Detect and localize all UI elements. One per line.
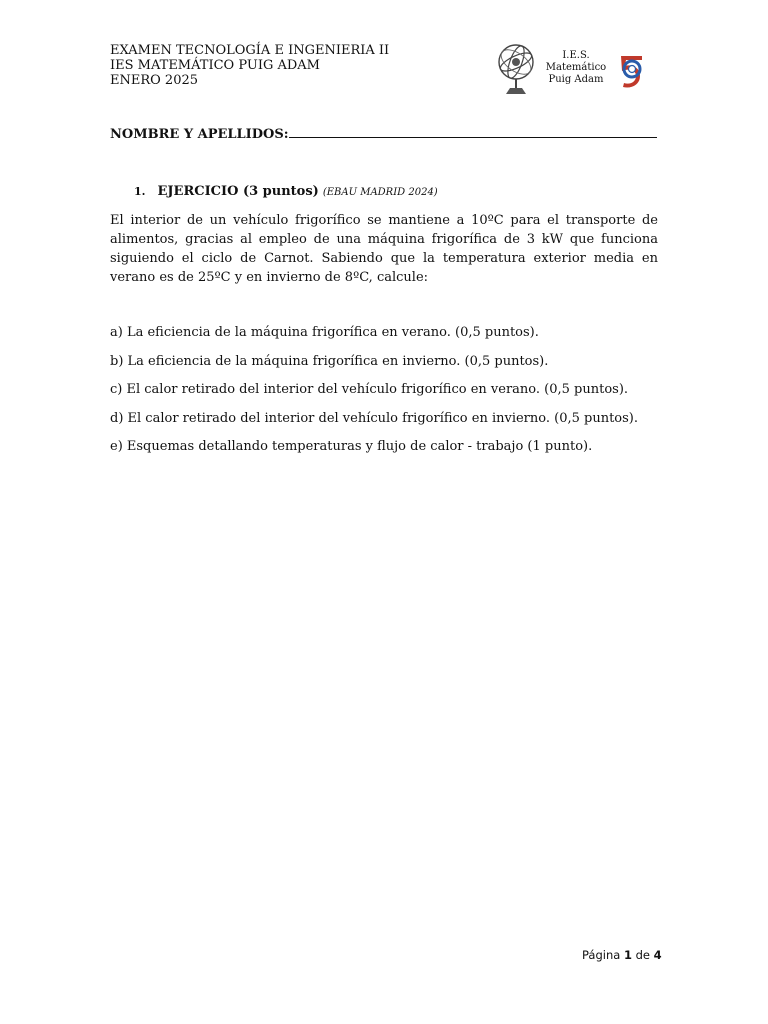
question-item: c) El calor retirado del interior del vehículo frigorífico en verano. (0,5 puntos).: [110, 382, 629, 397]
current-page: 1: [623, 948, 632, 962]
name-blank-line: [289, 125, 657, 138]
page-number: Página 1 de 4: [582, 948, 662, 962]
question-item: e) Esquemas detallando temperaturas y flujo de calor - trabajo (1 punto).: [110, 439, 593, 454]
question-item: a) La eficiencia de la máquina frigorífica en verano. (0,5 puntos).: [110, 325, 539, 340]
question-item: d) El calor retirado del interior del vehículo frigorífico en invierno. (0,5 puntos).: [110, 410, 639, 426]
armillary-sphere-icon: [494, 40, 538, 96]
school-name: IES MATEMÁTICO PUIG ADAM: [110, 58, 320, 73]
exercise-title: EJERCICIO (3 puntos): [157, 184, 319, 199]
school-emblem-icon: [618, 54, 646, 90]
exam-header: [110, 43, 389, 88]
exam-title: EXAMEN TECNOLOGÍA E INGENIERIA II: [110, 43, 390, 58]
exercise-statement: El interior de un vehículo frigorífico se mantiene a 10ºC para el transporte de alimentos, gracias al empleo de una máquina frigorífica de 3 kW que funciona siguiendo el ciclo de Carnot. Sabiendo que la temperatura exterior media en verano es de 25ºC y en invierno de 8ºC, calcule:: [110, 213, 658, 285]
exercise-heading: [134, 184, 438, 199]
school-logo: [494, 40, 654, 96]
question-item: b) La eficiencia de la máquina frigorífica en invierno. (0,5 puntos).: [110, 353, 549, 369]
student-name-field: [110, 125, 657, 142]
exercise-number: 1.: [134, 185, 146, 198]
name-label: NOMBRE Y APELLIDOS:: [110, 127, 289, 142]
exam-date: ENERO 2025: [110, 73, 199, 88]
total-pages: 4: [653, 948, 662, 962]
question-list: [110, 323, 670, 466]
exercise-source: (EBAU MADRID 2024): [322, 187, 438, 198]
logo-text: I.E.S. Matemático Puig Adam: [545, 50, 607, 85]
